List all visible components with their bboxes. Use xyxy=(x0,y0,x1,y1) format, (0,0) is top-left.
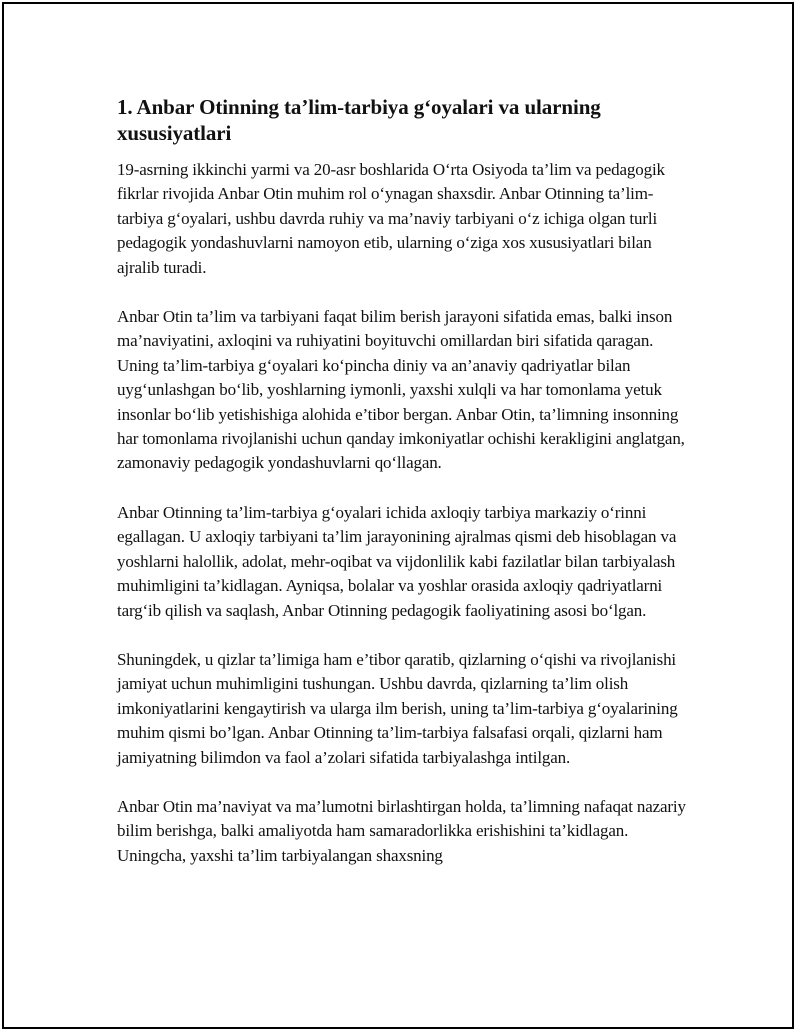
paragraph-1: 19-asrning ikkinchi yarmi va 20-asr boshlarida O‘rta Osiyoda ta’lim va pedagogik fikrlar rivojida Anbar Otin muhim rol o‘ynagan shaxsdir. Anbar Otinning ta’lim-tarbiya g‘oyalari, ushbu davrda ruhiy va ma’naviy tarbiyani o‘z ichiga olgan turli pedagogik yondashuvlarni namoyon etib, ularning o‘ziga xos xususiyatlari bilan ajralib turadi. xyxy=(117,160,665,277)
section-heading: 1. Anbar Otinning ta’lim-tarbiya g‘oyalari va ularning xususiyatlari xyxy=(117,95,601,145)
paragraph-3: Anbar Otinning ta’lim-tarbiya g‘oyalari ichida axloqiy tarbiya markaziy o‘rinni egallagan. U axloqiy tarbiyani ta’lim jarayonining ajralmas qismi deb hisoblagan va yoshlarni halollik, adolat, mehr-oqibat va vijdonlilik kabi fazilatlar bilan tarbiyalash muhimligini ta’kidlagan. Ayniqsa, bolalar va yoshlar orasida axloqiy qadriyatlarni targ‘ib qilish va saqlash, Anbar Otinning pedagogik faoliyatining asosi bo‘lgan. xyxy=(117,502,677,620)
paragraph-4: Shuningdek, u qizlar ta’limiga ham e’tibor qaratib, qizlarning o‘qishi va rivojlanishi jamiyat uchun muhimligini tushungan. Ushbu davrda, qizlarning ta’lim olish imkoniyatlarini kengaytirish va ularga ilm berish, uning ta’lim-tarbiya g‘oyalarining muhim qismi bo’lgan. Anbar Otinning ta’lim-tarbiya falsafasi orqali, qizlarni ham jamiyatning bilimdon va faol a’zolari sifatida tarbiyalashga intilgan. xyxy=(117,649,678,767)
paragraph-2: Anbar Otin ta’lim va tarbiyani faqat bilim berish jarayoni sifatida emas, balki inson ma’naviyatini, axloqini va ruhiyatini boyituvchi omillardan biri sifatida qaragan. Uning ta’lim-tarbiya g‘oyalari ko‘pincha diniy va an’anaviy qadriyatlar bilan uyg‘unlashgan bo‘lib, yoshlarning iymonli, yaxshi xulqli va har tomonlama yetuk insonlar bo‘lib yetishishiga alohida e’tibor bergan. Anbar Otin, ta’limning insonning har tomonlama rivojlanishi uchun qanday imkoniyatlar ochishi kerakligini anglatgan, zamonaviy pedagogik yondashuvlarni qo‘llagan. xyxy=(117,307,685,473)
paragraph-5: Anbar Otin ma’naviyat va ma’lumotni birlashtirgan holda, ta’limning nafaqat nazariy bilim berishga, balki amaliyotda ham samaradorlikka erishishini ta’kidlagan. Uningcha, yaxshi ta’lim tarbiyalangan shaxsning xyxy=(117,796,686,865)
document-body xyxy=(117,94,687,893)
